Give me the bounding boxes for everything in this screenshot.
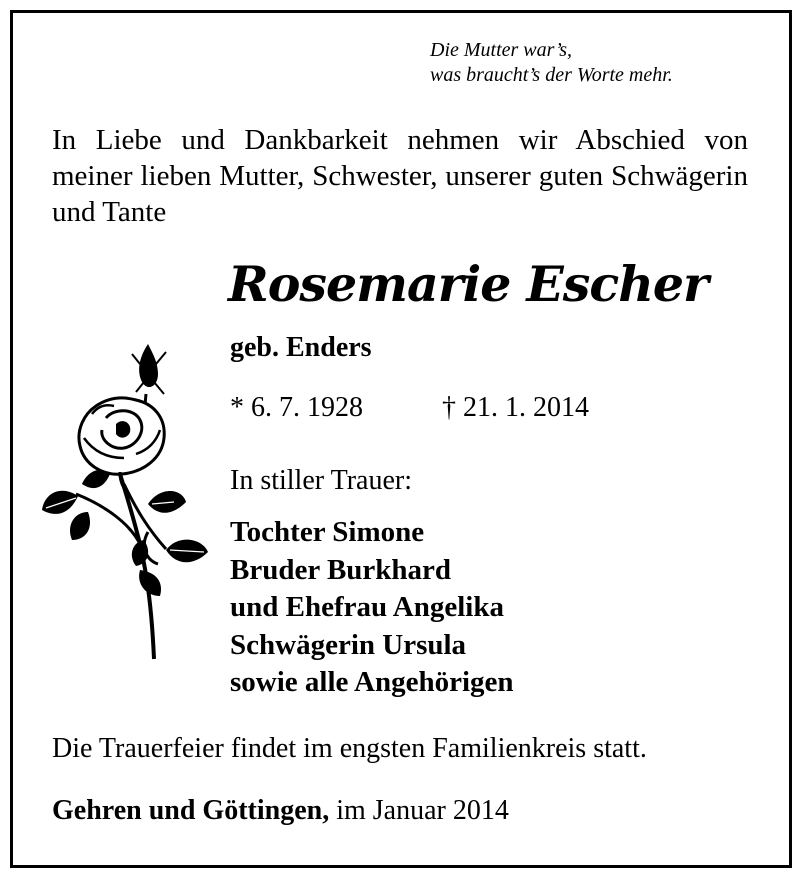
intro-text: In Liebe und Dankbarkeit nehmen wir Abschied von meiner lieben Mutter, Schwester, unserer guten Schwägerin und Tante (52, 124, 748, 228)
birth-name: geb. Enders (230, 332, 372, 363)
death-date: † 21. 1. 2014 (442, 392, 589, 423)
motto-line-1: Die Mutter war’s, (430, 39, 573, 61)
mourner-item: Schwägerin Ursula (230, 628, 467, 661)
mourning-heading: In stiller Trauer: (230, 465, 412, 496)
mourner-item: Tochter Simone (230, 516, 425, 548)
motto-line-2: was braucht’s der Worte mehr. (430, 64, 673, 86)
mourner-item: sowie alle Angehörigen (230, 666, 514, 698)
date-line: im Januar 2014 (329, 795, 509, 826)
motto (430, 38, 673, 88)
mourner-item: Bruder Burkhard (230, 553, 452, 586)
birth-date: * 6. 7. 1928 (230, 392, 363, 423)
mourners-list (230, 514, 514, 702)
place-names: Gehren und Göttingen, (52, 795, 330, 826)
service-note: Die Trauerfeier findet im engsten Familienkreis statt. (52, 733, 647, 764)
mourner-item: und Ehefrau Angelika (230, 591, 504, 623)
place-date-line (52, 795, 509, 827)
deceased-name: Rosemarie Escher (228, 255, 708, 313)
rose-icon (36, 334, 216, 674)
